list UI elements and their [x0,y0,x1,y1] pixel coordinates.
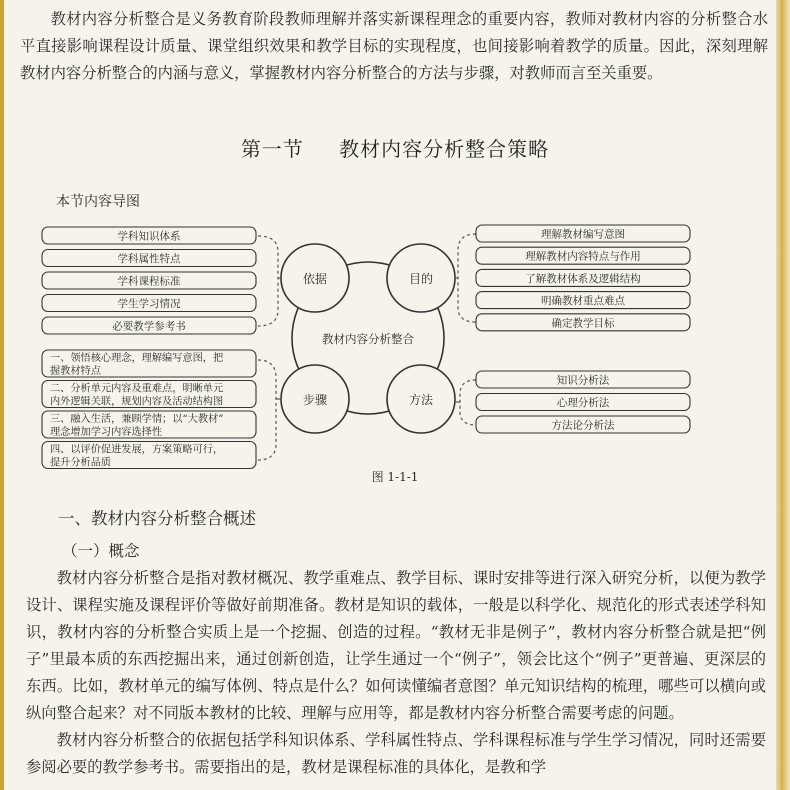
bracket-basis [258,236,278,326]
section-number: 第一节 [240,137,304,161]
basis-item-text: 学科知识体系 [117,230,181,243]
bracket-steps [258,360,276,460]
basis-item-text: 学科课程标准 [117,275,181,288]
step-item-text: 三、融入生活，兼顾学情；以“大教材” [50,414,224,425]
bracket-goal [458,234,476,322]
figure-caption: 图 1-1-1 [371,470,419,484]
node-method-label: 方法 [408,393,434,407]
method-item-text: 方法论分析法 [551,419,615,432]
basis-item-text: 必要教学参考书 [112,320,186,333]
goal-item-text: 明确教材重点难点 [541,295,625,308]
bracket-method [460,380,476,425]
section-title-text: 教材内容分析整合策略 [339,137,550,161]
node-basis-label: 依据 [302,272,328,286]
basis-item-text: 学生学习情况 [117,298,181,310]
center-label: 教材内容分析整合 [322,332,414,346]
node-goal-label: 目的 [408,272,434,286]
body-paragraphs [26,565,766,781]
step-item-text: 握教材特点 [50,366,101,377]
heading-concept: （一）概念 [62,542,140,560]
method-item-text: 心理分析法 [556,397,610,409]
intro-text: 教材内容分析整合是义务教育阶段教师理解并落实新课程理念的重要内容，教师对教材内容的分析整合水平直接影响课程设计质量、课堂组织效果和教学目标的实现程度，也间接影响着教学的质量。因此，深刻理解教材内容分析整合的内涵与意义，掌握教材内容分析整合的方法与步骤，对教师而言至关重要。 [20,10,768,82]
node-steps-label: 步骤 [302,393,328,407]
step-item-text: 提升分析品质 [50,457,112,469]
goal-item-text: 理解教材内容特点与作用 [525,250,641,263]
mind-map-label: 本节内容导图 [56,194,140,210]
step-item-text: 二、分析单元内容及重难点，明晰单元 [50,383,224,395]
heading-overview: 一、教材内容分析整合概述 [58,509,256,528]
goal-items [476,225,690,331]
basis-item-text: 学科属性特点 [117,253,181,265]
goal-item-text: 确定教学目标 [551,317,615,330]
method-items [476,371,690,433]
paragraph-basis: 教材内容分析整合的依据包括学科知识体系、学科属性特点、学科课程标准与学生学习情况，同时还需要参阅必要的教学参考书。需要指出的是，教材是课程标准的具体化，是教和学 [26,731,766,776]
method-item-text: 知识分析法 [556,374,610,387]
paragraph-concept: 教材内容分析整合是指对教材概况、教学重难点、教学目标、课时安排等进行深入研究分析，以便为教学设计、课程实施及课程评价等做好前期准备。教材是知识的载体，一般是以科学化、规范化的形式表述学科知识，教材内容的分析整合实质上是一个挖掘、创造的过程。“教材无非是例子”，教材内容分析整合就是把“例子”里最本质的东西挖掘出来，通过创新创造，让学生通过一个“例子”，领会比这个“例子”更普遍、更深层的东西。比如，教材单元的编写体例、特点是什么？如何读懂编者意图？单元知识结构的梳理，哪些可以横向或纵向整合起来？对不同版本教材的比较、理解与应用等，都是教材内容分析整合需要考虑的问题。 [26,569,766,722]
goal-item-text: 理解教材编写意图 [541,228,625,241]
step-item-text: 一、领悟核心理念，理解编写意图，把 [50,353,224,364]
step-item-text: 四、以评价促进发展，方案策略可行， [50,444,224,456]
goal-item-text: 了解教材体系及逻辑结构 [525,272,641,285]
basis-items [42,227,256,334]
step-item-text: 理念增加学习内容选择性 [50,427,163,438]
step-item-text: 内外逻辑关联，规划内容及活动结构图 [50,396,224,408]
step-items [42,350,256,469]
